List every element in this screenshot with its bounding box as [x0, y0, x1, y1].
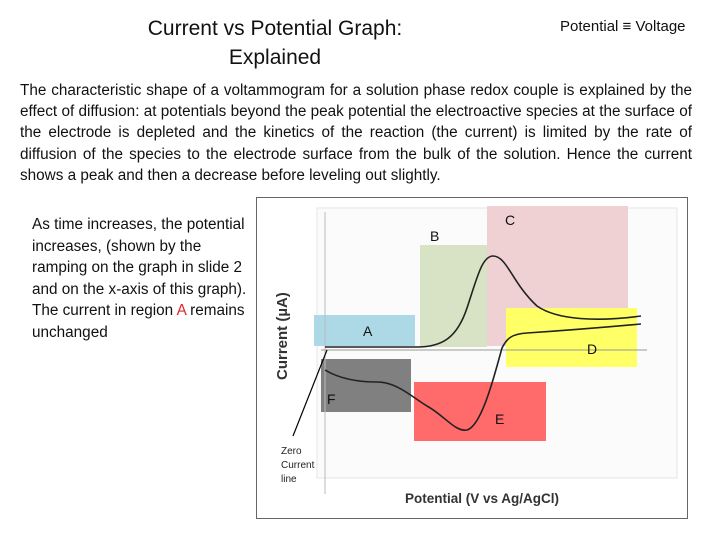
subtitle: Potential ≡ Voltage [560, 18, 686, 35]
title-line-2: Explained [228, 46, 322, 69]
explanation-paragraph: The characteristic shape of a voltammogram for a solution phase redox couple is explained by the effect of diffusion: at potentials beyond the peak potential the electroactive species at the surface of the electrode is depleted and the kinetics of the reaction (the current) is limited by the rate of diffusion of the species to the electrode surface from the bulk of the solution. Hence the current shows a peak and then a decrease before leveling out slightly. [20, 82, 692, 184]
voltammogram-svg [257, 198, 687, 518]
zero-line-label-1: Zero [281, 446, 302, 457]
region-d-label: D [587, 341, 598, 357]
x-axis-label: Potential (V vs Ag/AgCl) [405, 491, 560, 506]
side-note [32, 214, 252, 343]
region-e-label: E [495, 411, 505, 427]
side-note-text-1: As time increases, the potential increases, (shown by the ramping on the graph in slide 2 and on the x-axis of this graph). The current in region [32, 216, 247, 319]
region-b-label: B [430, 228, 440, 244]
zero-line-label-2: Current [281, 460, 315, 471]
region-e [414, 382, 546, 441]
slide-title [110, 14, 440, 72]
voltammogram-figure [256, 197, 688, 519]
region-b [420, 245, 487, 347]
zero-line-label-3: line [281, 474, 297, 485]
region-a-label: A [363, 323, 373, 339]
region-c-label: C [505, 212, 516, 228]
side-note-text-2: remains unchanged [32, 302, 245, 341]
side-note-highlight: A [176, 302, 186, 319]
y-axis-label: Current (µA) [274, 292, 291, 380]
region-f-label: F [327, 391, 336, 407]
title-line-1: Current vs Potential Graph: [147, 17, 403, 40]
